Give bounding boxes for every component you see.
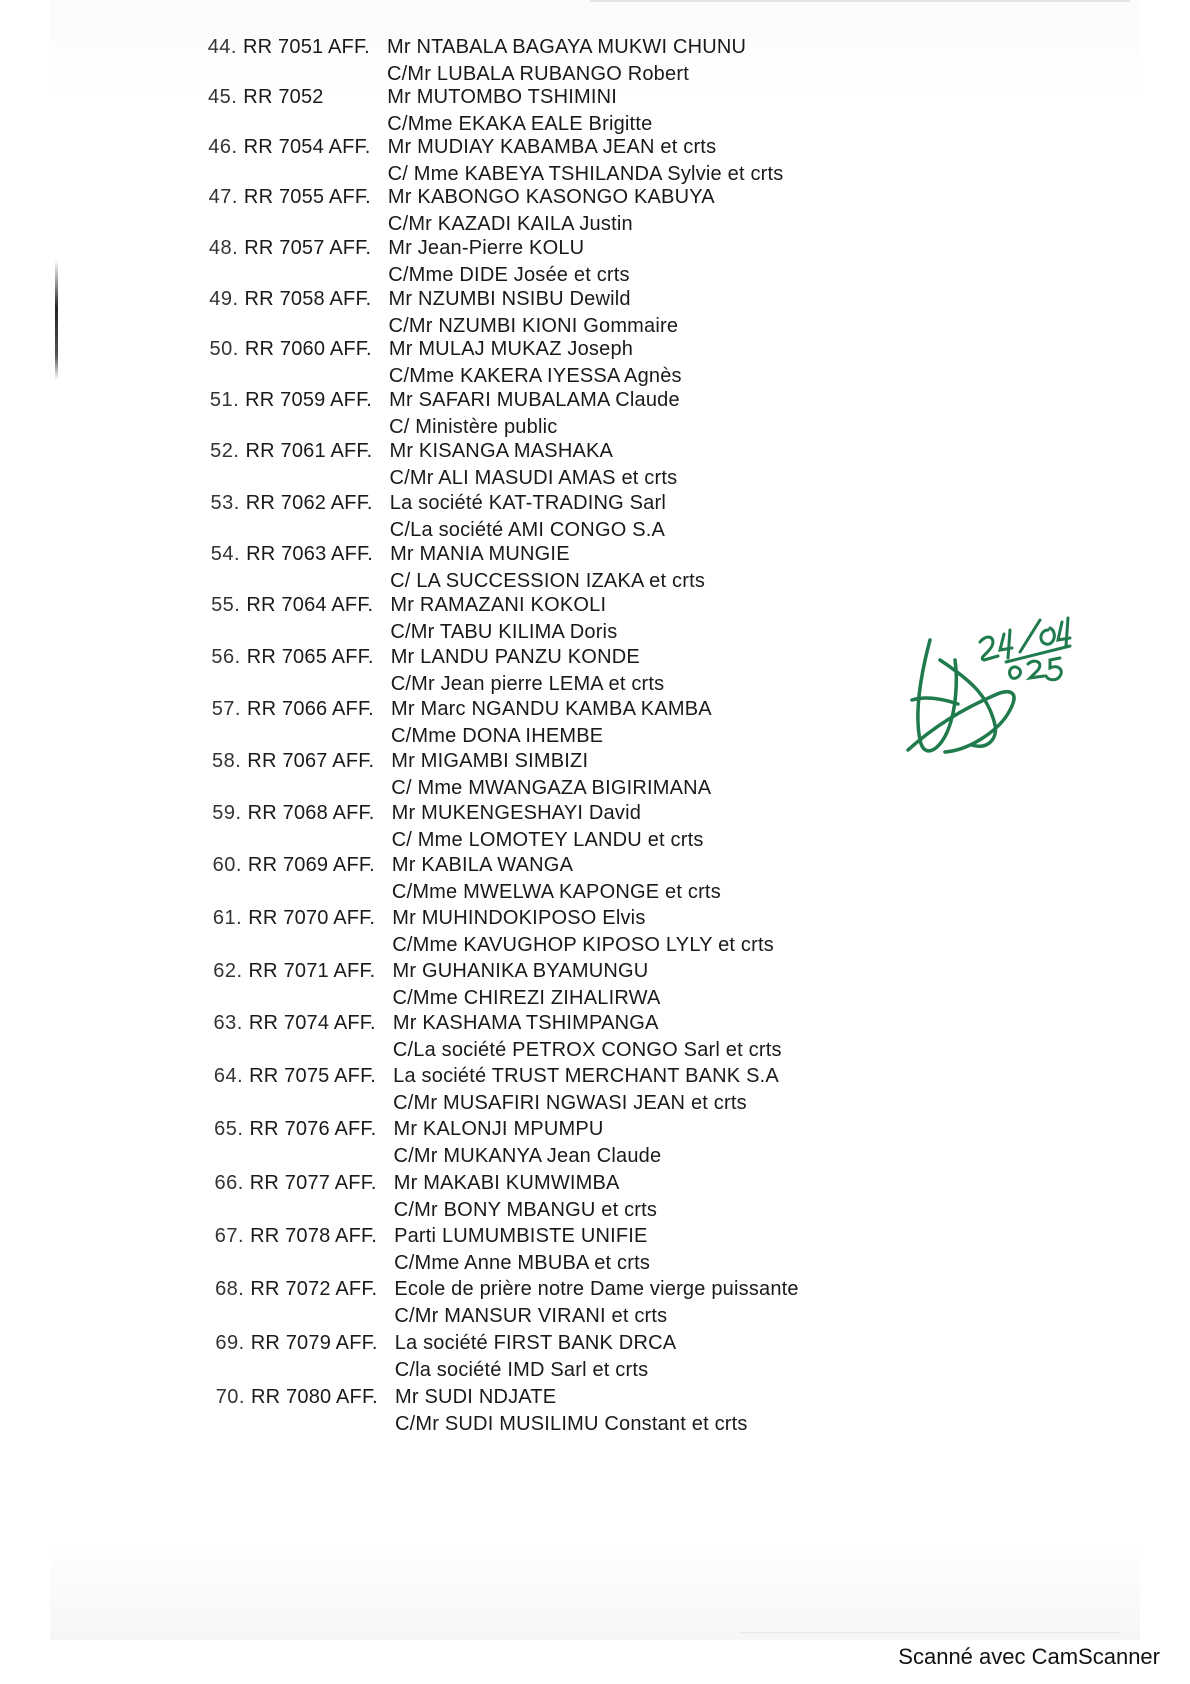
case-reference: RR 7080 AFF. (251, 1386, 378, 1408)
case-entry (202, 1278, 962, 1334)
case-entry (203, 1386, 963, 1442)
case-number: 53. (210, 491, 240, 514)
respondent-party: C/Mme DIDE Josée et crts (388, 263, 630, 286)
case-number: 46. (208, 136, 238, 159)
case-entry (201, 1118, 961, 1174)
case-number: 51. (209, 389, 240, 412)
respondent-party: C/ Mme KABEYA TSHILANDA Sylvie et crts (387, 163, 784, 186)
case-reference: RR 7078 AFF. (250, 1224, 377, 1247)
case-number: 63. (213, 1012, 243, 1035)
case-reference: RR 7066 AFF. (247, 698, 374, 720)
case-reference: RR 7054 AFF. (243, 136, 371, 159)
case-number: 65. (214, 1118, 244, 1141)
case-number: 69. (215, 1332, 245, 1355)
respondent-party: C/Mr TABU KILIMA Doris (390, 621, 618, 644)
respondent-party: C/La société AMI CONGO S.A (389, 518, 666, 541)
respondent-party: C/la société IMD Sarl et crts (394, 1359, 649, 1382)
case-entry (198, 543, 958, 599)
respondent-party: C/Mr SUDI MUSILIMU Constant et crts (395, 1413, 748, 1435)
case-reference: RR 7070 AFF. (248, 906, 376, 929)
respondent-party: C/Mme CHIREZI ZIHALIRWA (392, 986, 661, 1009)
case-number: 67. (214, 1224, 245, 1247)
appellant-party: Mr KABILA WANGA (391, 854, 574, 877)
case-reference: RR 7077 AFF. (249, 1171, 377, 1194)
case-number: 57. (211, 698, 241, 720)
signature-stamp (900, 600, 1100, 800)
case-reference: RR 7059 AFF. (245, 389, 373, 412)
case-entry (201, 1012, 961, 1068)
case-number: 52. (210, 440, 240, 463)
case-entry (199, 646, 959, 702)
appellant-party: Mr KISANGA MASHAKA (389, 440, 614, 463)
case-number: 60. (212, 854, 242, 877)
case-entry (203, 1332, 963, 1388)
respondent-party: C/Mme KAKERA IYESSA Agnès (388, 365, 682, 388)
case-number: 48. (208, 236, 239, 259)
respondent-party: C/ Mme MWANGAZA BIGIRIMANA (391, 777, 712, 799)
signature-date-mark (980, 618, 1070, 680)
case-reference: RR 7074 AFF. (248, 1012, 376, 1035)
scanner-watermark: Scanné avec CamScanner (898, 1644, 1160, 1669)
case-number: 59. (212, 802, 242, 825)
appellant-party: Mr LANDU PANZU KONDE (390, 646, 640, 669)
respondent-party: C/Mr ALI MASUDI AMAS et crts (389, 467, 678, 490)
respondent-party: C/Mr BONY MBANGU et crts (393, 1198, 658, 1221)
case-entry (201, 1065, 961, 1121)
appellant-party: Mr SAFARI MUBALAMA Claude (389, 389, 680, 412)
case-number: 70. (215, 1386, 245, 1408)
appellant-party: Mr MUKENGESHAYI David (391, 802, 642, 825)
case-entry (195, 36, 955, 92)
respondent-party: C/Mme Anne MBUBA et crts (394, 1251, 651, 1274)
respondent-party: C/Mr MANSUR VIRANI et crts (394, 1305, 668, 1328)
case-reference: RR 7068 AFF. (247, 802, 375, 825)
respondent-party: C/Mr NZUMBI KIONI Gommaire (388, 314, 679, 337)
appellant-party: Mr MUDIAY KABAMBA JEAN et crts (387, 136, 717, 159)
appellant-party: Mr NZUMBI NSIBU Dewild (388, 287, 631, 310)
appellant-party: Mr MUTOMBO TSHIMINI (387, 86, 618, 108)
case-entry (195, 86, 955, 142)
case-reference: RR 7060 AFF. (244, 338, 372, 361)
case-entry (196, 237, 956, 293)
case-number: 44. (207, 36, 237, 58)
case-reference: RR 7052 (243, 86, 324, 108)
case-number: 64. (213, 1065, 244, 1088)
respondent-party: C/Mr Jean pierre LEMA et crts (390, 673, 665, 696)
case-reference: RR 7067 AFF. (247, 750, 375, 772)
appellant-party: La société TRUST MERCHANT BANK S.A (393, 1065, 779, 1088)
case-number: 45. (207, 86, 238, 108)
respondent-party: C/Mme MWELWA KAPONGE et crts (391, 881, 721, 904)
respondent-party: C/Mme KAVUGHOP KIPOSO LYLY et crts (392, 933, 774, 956)
appellant-party: Mr MANIA MUNGIE (390, 542, 570, 565)
appellant-party: Mr KASHAMA TSHIMPANGA (392, 1012, 659, 1035)
case-entry (200, 907, 960, 963)
case-reference: RR 7075 AFF. (249, 1065, 377, 1088)
case-reference: RR 7069 AFF. (247, 854, 375, 877)
appellant-party: Mr MULAJ MUKAZ Joseph (388, 338, 634, 361)
case-number: 58. (211, 750, 242, 772)
respondent-party: C/Mr LUBALA RUBANGO Robert (387, 63, 689, 85)
case-entry (202, 1225, 962, 1281)
case-entry (202, 1172, 962, 1228)
respondent-party: C/Mr MUSAFIRI NGWASI JEAN et crts (393, 1092, 747, 1115)
respondent-party: C/ Mme LOMOTEY LANDU et crts (391, 829, 704, 852)
case-reference: RR 7057 AFF. (244, 236, 372, 259)
respondent-party: C/ LA SUCCESSION IZAKA et crts (390, 569, 706, 592)
case-reference: RR 7079 AFF. (250, 1332, 378, 1355)
case-entry (196, 136, 956, 192)
case-number: 49. (209, 287, 239, 310)
appellant-party: La société KAT-TRADING Sarl (389, 491, 666, 514)
case-number: 62. (213, 959, 243, 982)
appellant-party: Mr Jean-Pierre KOLU (388, 236, 585, 259)
respondent-party: C/Mr KAZADI KAILA Justin (387, 213, 633, 236)
appellant-party: Mr SUDI NDJATE (395, 1386, 557, 1408)
case-entry (199, 698, 959, 754)
case-number: 56. (211, 646, 241, 669)
case-reference: RR 7065 AFF. (246, 646, 374, 669)
case-entry (197, 440, 957, 496)
case-entry (201, 960, 961, 1016)
appellant-party: Ecole de prière notre Dame vierge puissante (394, 1278, 799, 1301)
appellant-party: Mr KALONJI MPUMPU (393, 1118, 604, 1141)
case-entry (198, 594, 958, 650)
appellant-party: Mr GUHANIKA BYAMUNGU (392, 959, 649, 982)
footer-rule (740, 1632, 1120, 1633)
case-entry (199, 750, 959, 806)
respondent-party: C/Mme DONA IHEMBE (391, 725, 604, 747)
case-number: 55. (211, 594, 241, 617)
case-number: 50. (209, 338, 239, 361)
appellant-party: La société FIRST BANK DRCA (394, 1332, 677, 1355)
appellant-party: Mr NTABALA BAGAYA MUKWI CHUNU (387, 36, 747, 58)
appellant-party: Parti LUMUMBISTE UNIFIE (394, 1224, 648, 1247)
case-entry (197, 338, 957, 394)
case-reference: RR 7071 AFF. (248, 959, 376, 982)
case-number: 66. (214, 1171, 244, 1194)
appellant-party: Mr MIGAMBI SIMBIZI (391, 750, 589, 772)
appellant-party: Mr RAMAZANI KOKOLI (390, 594, 607, 617)
respondent-party: C/La société PETROX CONGO Sarl et crts (392, 1039, 782, 1062)
case-entry (197, 389, 957, 445)
case-reference: RR 7062 AFF. (245, 491, 373, 514)
case-reference: RR 7055 AFF. (243, 186, 371, 209)
appellant-party: Mr MAKABI KUMWIMBA (393, 1171, 620, 1194)
appellant-party: Mr MUHINDOKIPOSO Elvis (392, 906, 646, 929)
case-number: 54. (210, 542, 241, 565)
case-reference: RR 7072 AFF. (250, 1278, 378, 1301)
case-reference: RR 7061 AFF. (245, 440, 373, 463)
case-reference: RR 7064 AFF. (246, 594, 374, 617)
appellant-party: Mr Marc NGANDU KAMBA KAMBA (391, 698, 712, 720)
respondent-party: C/Mme EKAKA EALE Brigitte (387, 113, 653, 135)
case-entry (200, 802, 960, 858)
case-number: 68. (215, 1278, 245, 1301)
case-entry (196, 186, 956, 242)
case-number: 61. (212, 906, 243, 929)
case-entry (200, 854, 960, 910)
case-reference: RR 7051 AFF. (243, 36, 370, 58)
case-entry (198, 492, 958, 548)
case-reference: RR 7063 AFF. (246, 542, 373, 565)
case-number: 47. (208, 186, 238, 209)
respondent-party: C/Mr MUKANYA Jean Claude (393, 1145, 662, 1168)
case-reference: RR 7058 AFF. (244, 287, 372, 310)
case-reference: RR 7076 AFF. (249, 1118, 377, 1141)
case-entry (197, 288, 957, 344)
respondent-party: C/ Ministère public (389, 416, 558, 439)
appellant-party: Mr KABONGO KASONGO KABUYA (387, 186, 715, 209)
